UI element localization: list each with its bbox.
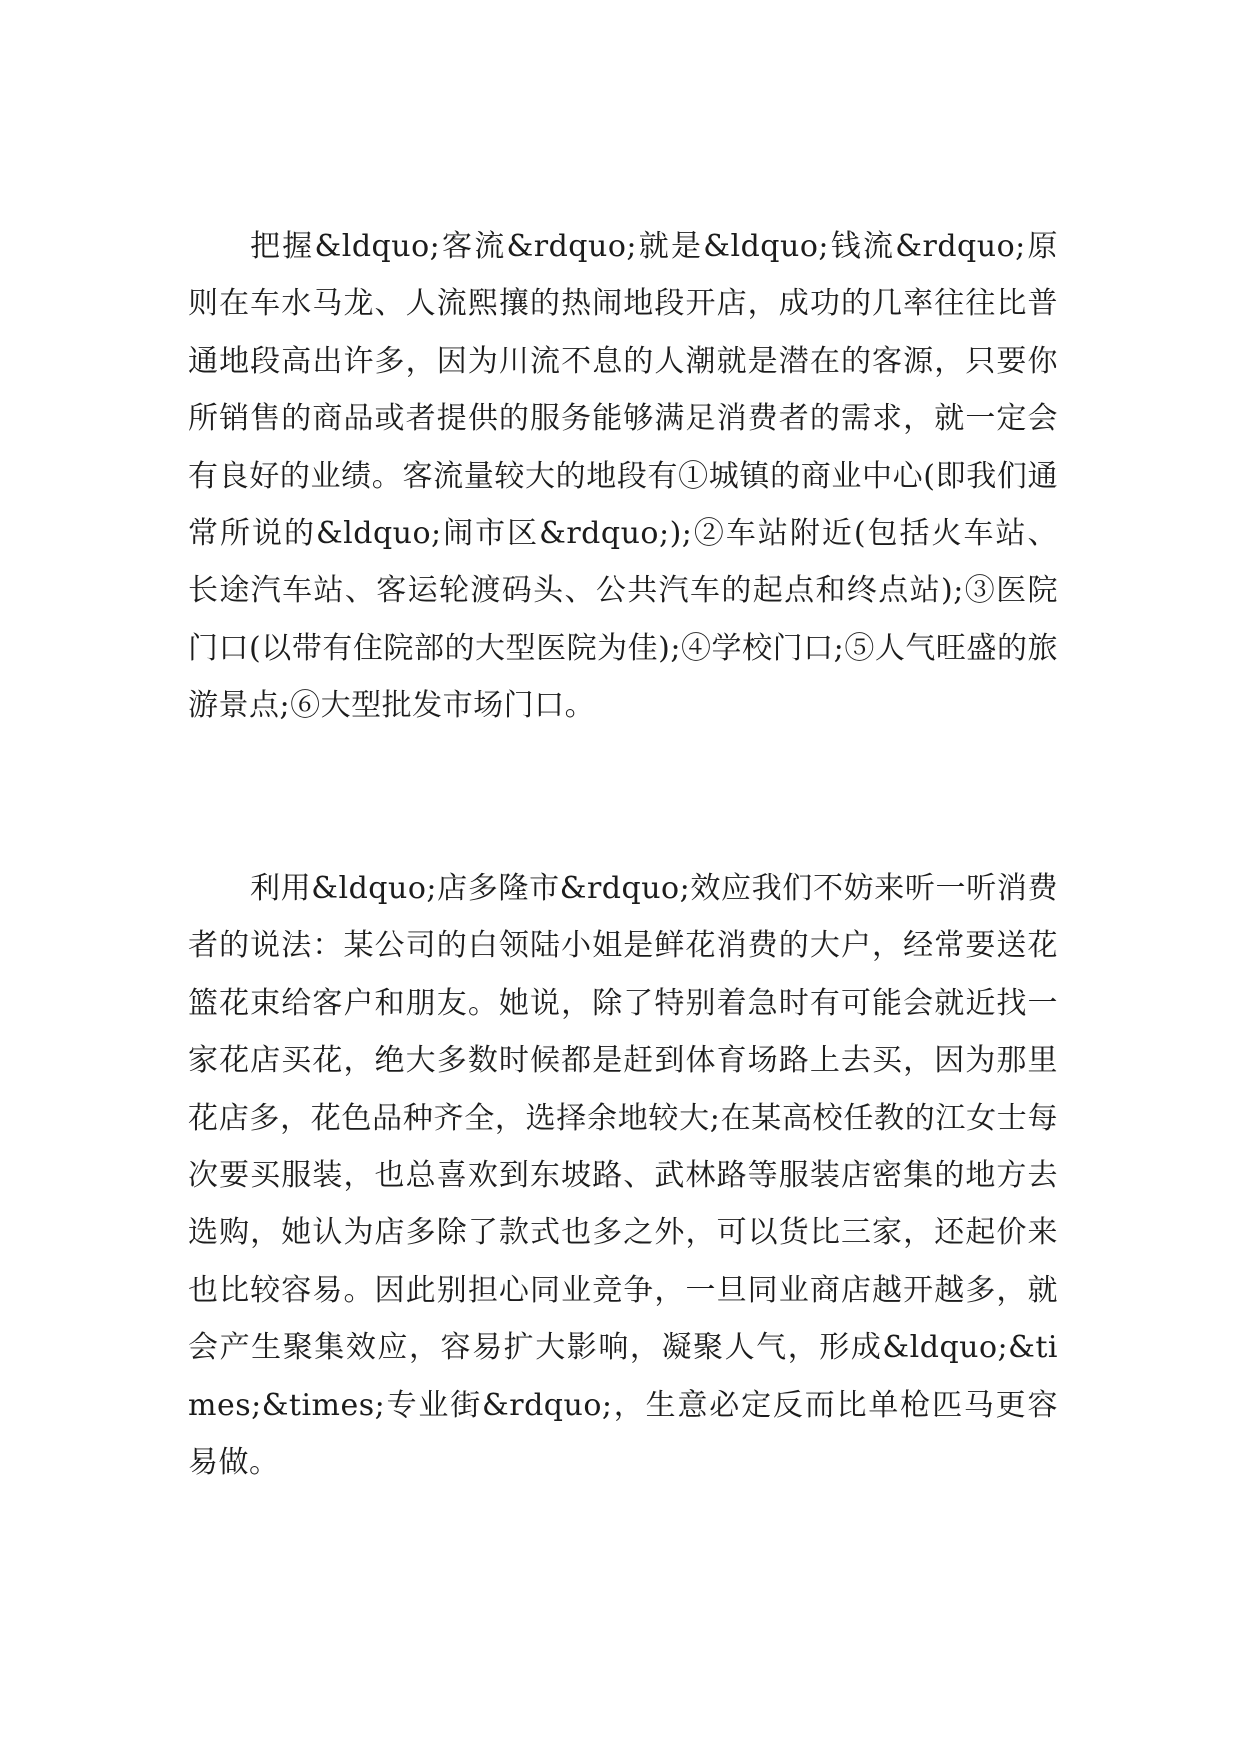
paragraph-customer-flow: 把握&ldquo;客流&rdquo;就是&ldquo;钱流&rdquo;原则在车水马龙、人流熙攘的热闹地段开店，成功的几率往往比普通地段高出许多，因为川流不息的人潮就是潜在的客源，只要你所销售的商品或者提供的服务能够满足消费者的需求，就一定会有良好的业绩。客流量较大的地段有①城镇的商业中心(即我们通常所说的&ldquo;闹市区&rdquo;);②车站附近(包括火车站、长途汽车站、客运轮渡码头、公共汽车的起点和终点站);③医院门口(以带有住院部的大型医院为佳);④学校门口;⑤人气旺盛的旅游景点;⑥大型批发市场门口。 [188,229,1058,724]
paragraph-store-cluster-effect: 利用&ldquo;店多隆市&rdquo;效应我们不妨来听一听消费者的说法：某公司的白领陆小姐是鲜花消费的大户，经常要送花篮花束给客户和朋友。她说，除了特别着急时有可能会就近找一家花店买花，绝大多数时候都是赶到体育场路上去买，因为那里花店多，花色品种齐全，选择余地较大;在某高校任教的江女士每次要买服装，也总喜欢到东坡路、武林路等服装店密集的地方去选购，她认为店多除了款式也多之外，可以货比三家，还起价来也比较容易。因此别担心同业竞争，一旦同业商店越开越多，就会产生聚集效应，容易扩大影响，凝聚人气，形成&ldquo;&times;&times;专业街&rdquo;，生意必定反而比单枪匹马更容易做。 [188,871,1058,1481]
